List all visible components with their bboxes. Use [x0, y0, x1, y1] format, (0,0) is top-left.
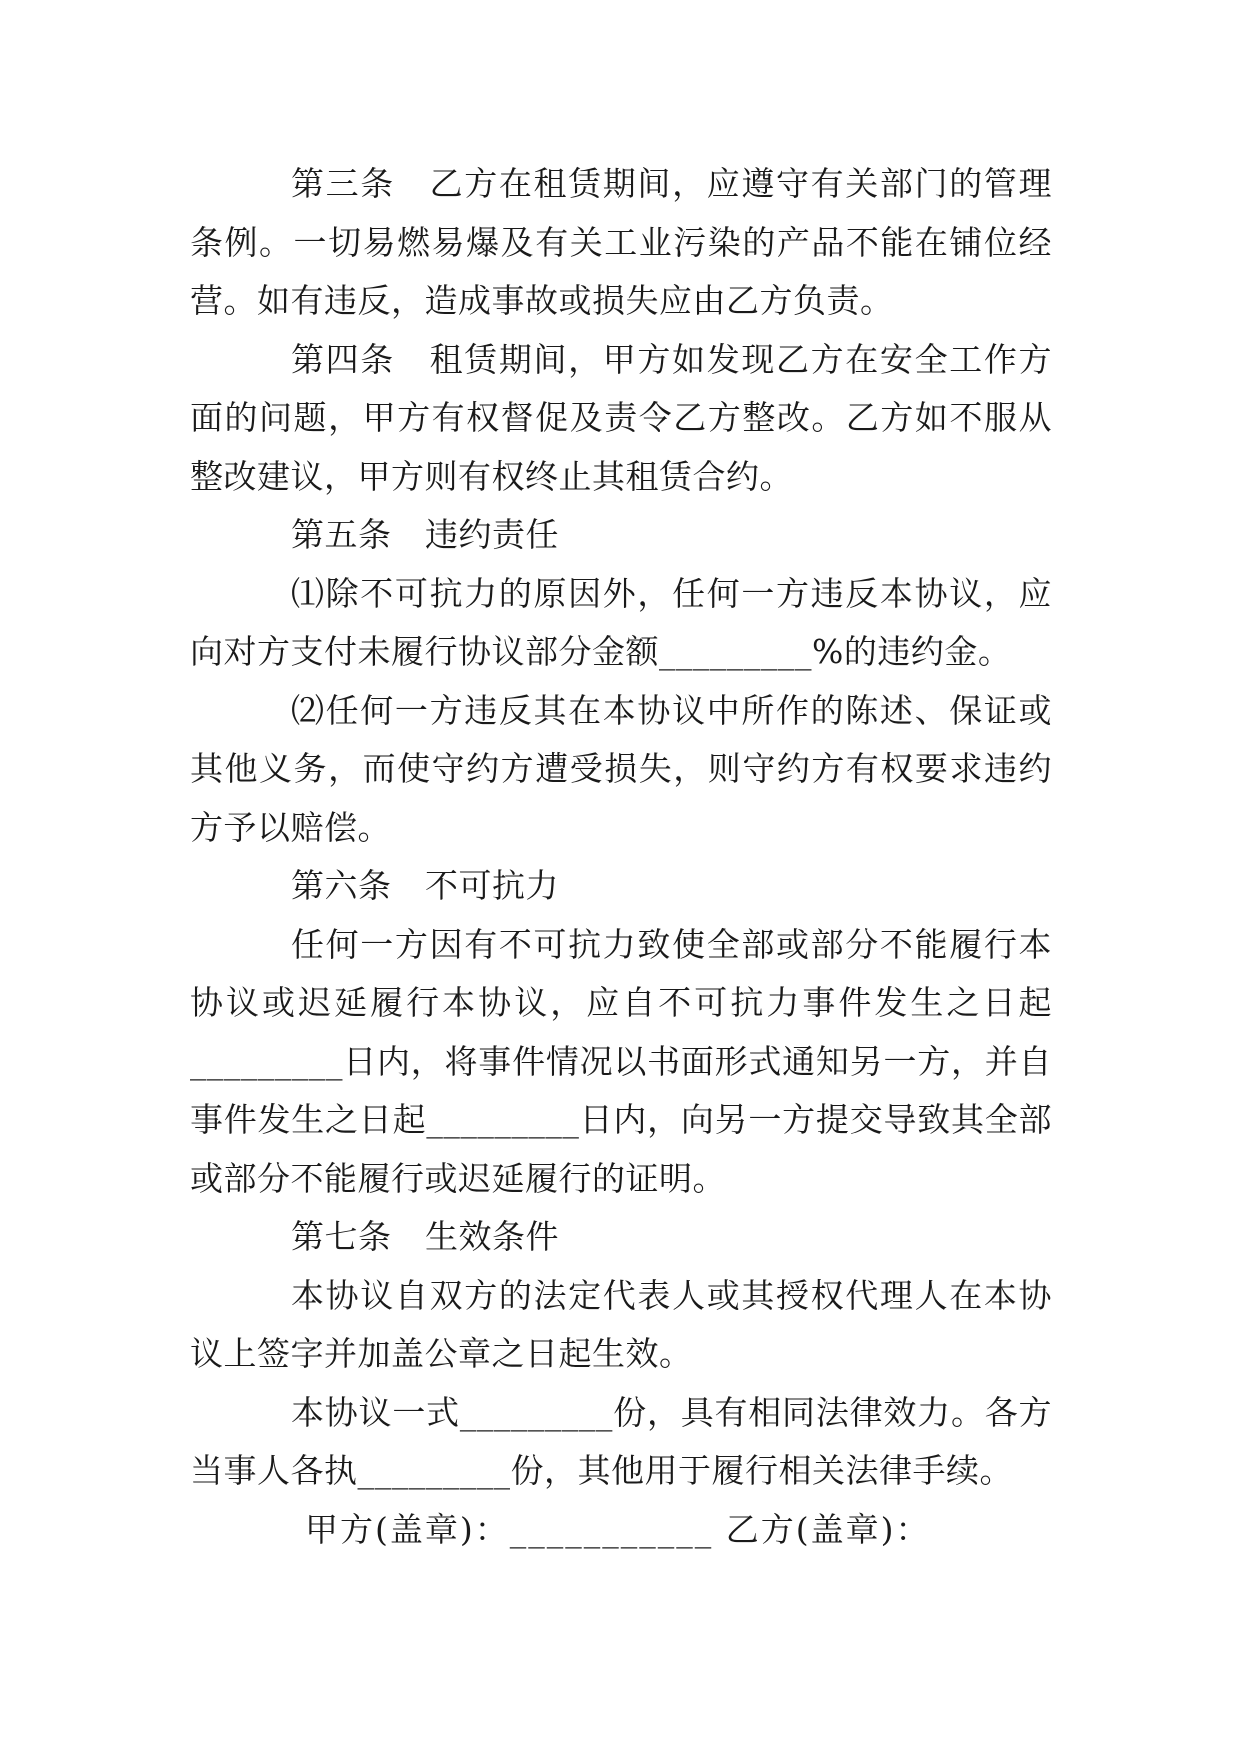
article-7-heading: 第七条 生效条件: [291, 1217, 559, 1256]
article-4-paragraph: 第四条 租赁期间，甲方如发现乙方在安全工作方面的问题，甲方有权督促及责令乙方整改。乙方如不服从整改建议，甲方则有权终止其租赁合约。: [190, 339, 1052, 496]
article-5-clause-1: ⑴除不可抗力的原因外，任何一方违反本协议，应向对方支付未履行协议部分金额_________%的违约金。: [190, 573, 1052, 671]
document-body: [190, 155, 1052, 1559]
article-5-clause-2: ⑵任何一方违反其在本协议中所作的陈述、保证或其他义务，而使守约方遭受损失，则守约方有权要求违约方予以赔偿。: [190, 690, 1052, 847]
signature-line: 甲方(盖章)：___________ 乙方(盖章)：: [305, 1509, 931, 1549]
article-6-paragraph: 任何一方因有不可抗力致使全部或部分不能履行本协议或迟延履行本协议，应自不可抗力事件发生之日起_________日内，将事件情况以书面形式通知另一方，并自事件发生之日起_________日内，向另一方提交导致其全部或部分不能履行或迟延履行的证明。: [190, 924, 1052, 1198]
article-7-paragraph-1: 本协议自双方的法定代表人或其授权代理人在本协议上签字并加盖公章之日起生效。: [190, 1275, 1052, 1373]
article-3-paragraph: 第三条 乙方在租赁期间，应遵守有关部门的管理条例。一切易燃易爆及有关工业污染的产品不能在铺位经营。如有违反，造成事故或损失应由乙方负责。: [190, 164, 1052, 320]
article-5-heading: 第五条 违约责任: [291, 515, 559, 554]
article-6-heading: 第六条 不可抗力: [291, 866, 559, 905]
article-7-paragraph-2: 本协议一式_________份，具有相同法律效力。各方当事人各执_________份，其他用于履行相关法律手续。: [190, 1392, 1052, 1490]
